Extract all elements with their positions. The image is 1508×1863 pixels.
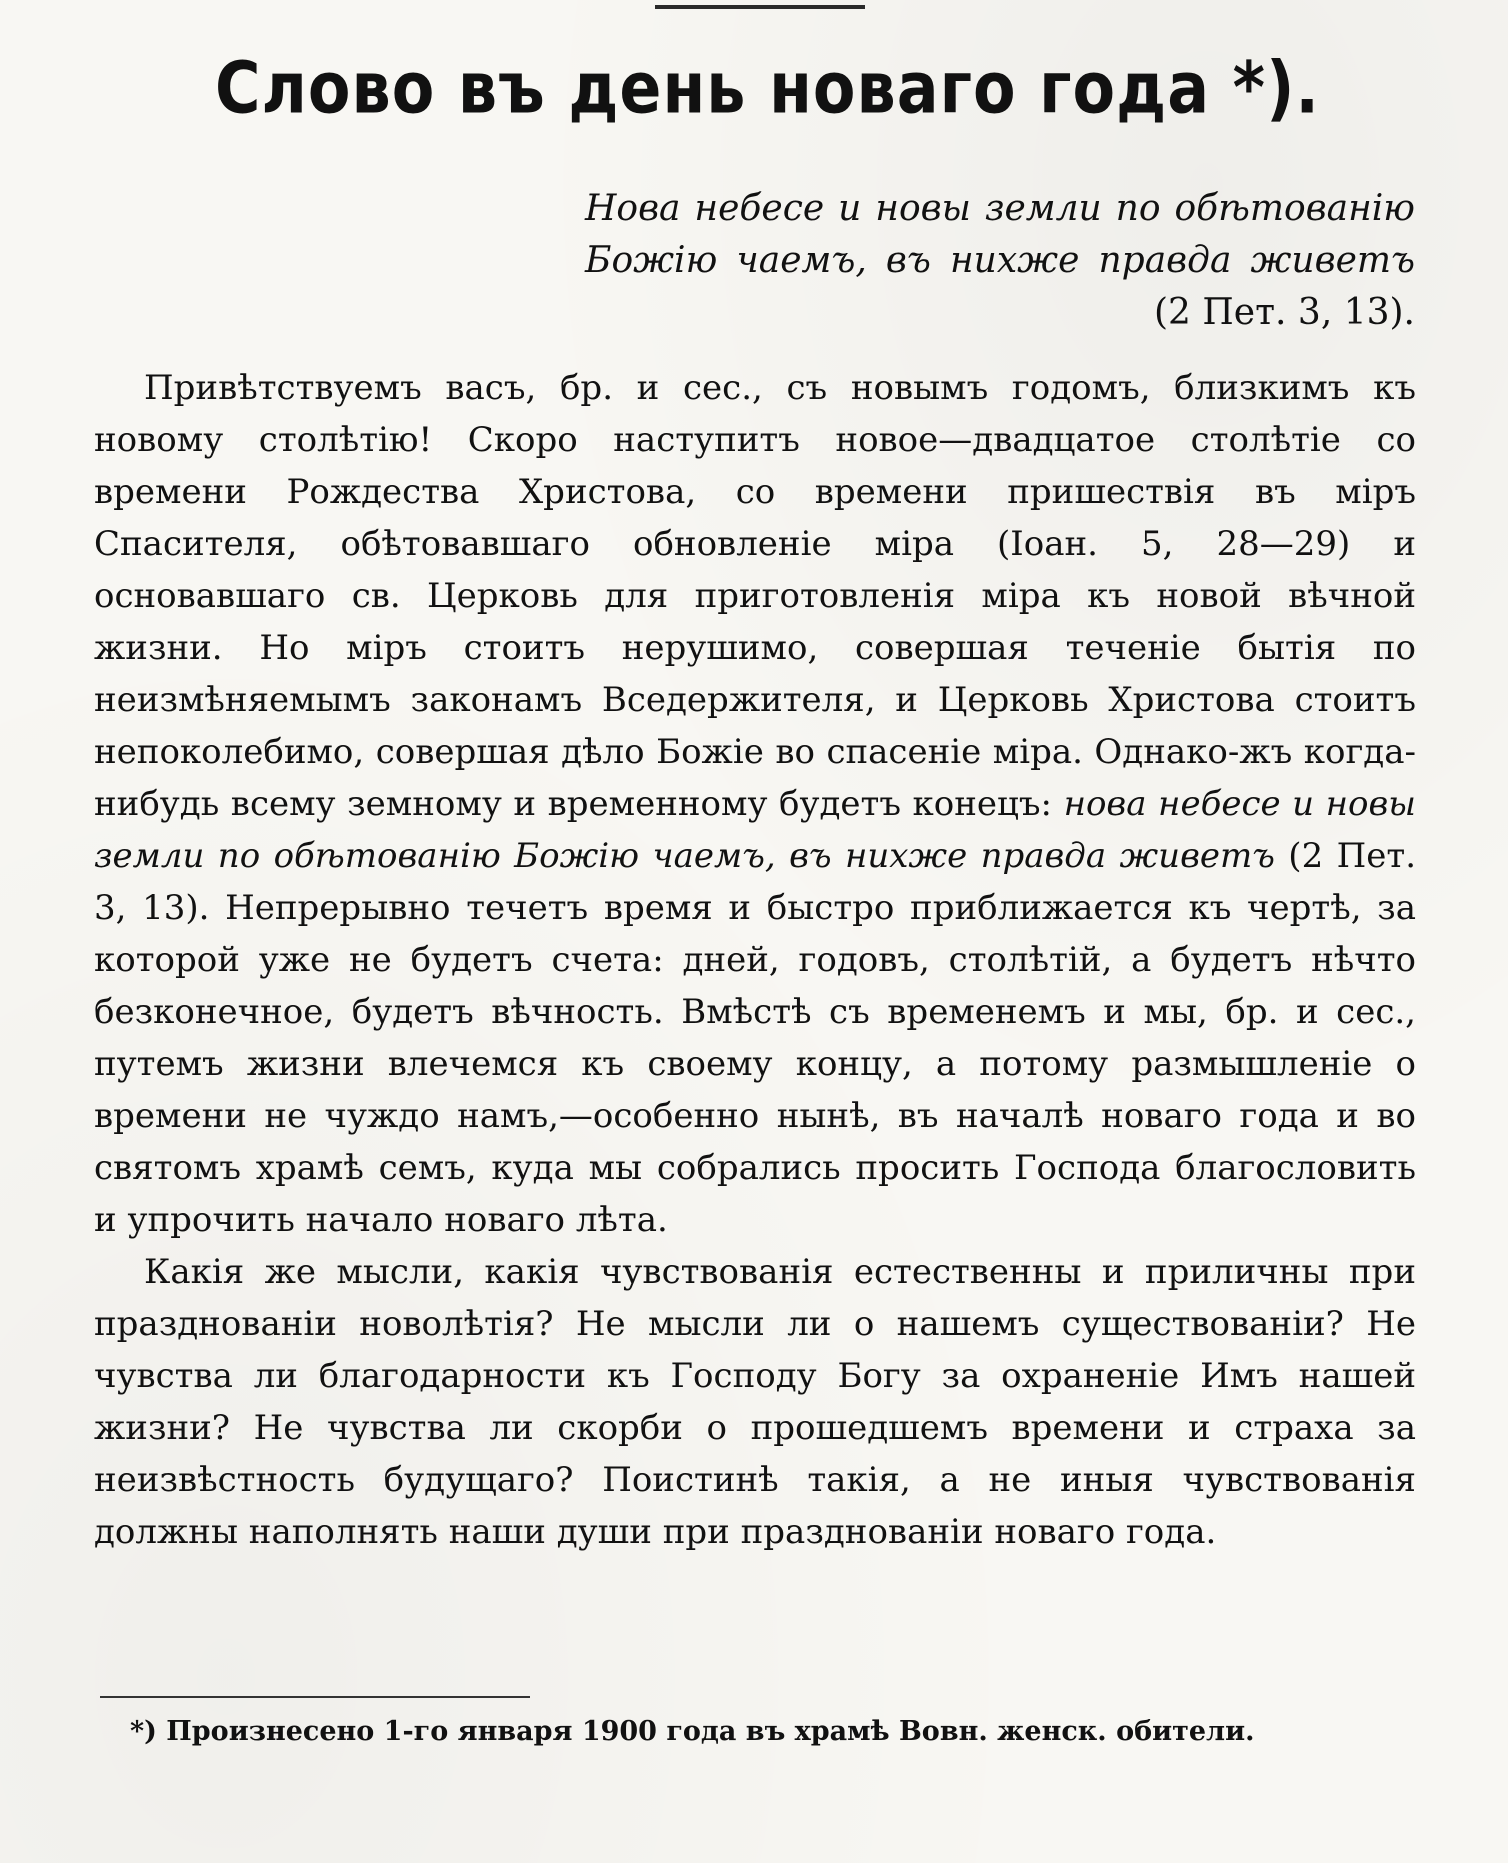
paragraph-1-part-1: Привѣтствуемъ васъ, бр. и сес., съ новымъ годомъ, близкимъ къ новому столѣтію! Скоро наступитъ новое—двадцатое столѣтіе со времени Рождества Христова, со времени пришествія въ міръ Спасителя, обѣтовавшаго обновленіе міра (Іоан. 5, 28—29) и основавшаго св. Церковь для приготовленія міра къ новой вѣчной жизни. Но міръ стоитъ нерушимо, совершая теченіе бытія по неизмѣняемымъ законамъ Вседержителя, и Церковь Христова стоитъ непоколебимо, совершая дѣло Божіе во спасеніе міра. Однако-жъ когда-нибудь всему земному и временному будетъ конецъ: xyxy=(94,368,1416,824)
top-rule xyxy=(655,5,865,9)
page-title xyxy=(215,46,1320,130)
footnote-divider xyxy=(100,1696,530,1698)
title-footnote-marker: *). xyxy=(1232,46,1320,130)
paragraph-1-part-2: (2 Пет. 3, 13). Непрерывно течетъ время и быстро приближается къ чертѣ, за которой уже не будетъ счета: дней, годовъ, столѣтій, а будетъ нѣчто безконечное, будетъ вѣчность. Вмѣстѣ съ временемъ и мы, бр. и сес., путемъ жизни влечемся къ своему концу, а потому размышленіе о времени не чуждо намъ,—особенно нынѣ, въ началѣ новаго года и во святомъ храмѣ семъ, куда мы собрались просить Господа благословить и упрочить начало новаго лѣта. xyxy=(94,836,1417,1240)
epigraph-reference: (2 Пет. 3, 13). xyxy=(1154,292,1415,333)
footnote-text: Произнесено 1-го января 1900 года въ храмѣ Вовн. женск. обители. xyxy=(156,1716,1255,1747)
paragraph-2: Какія же мысли, какія чувствованія естественны и приличны при празднованіи новолѣтія? Не мысли ли о нашемъ существованіи? Не чувства ли благодарности къ Господу Богу за охраненіе Имъ нашей жизни? Не чувства ли скорби о прошедшемъ времени и страха за неизвѣстность будущаго? Поистинѣ такія, а не иныя чувствованія должны наполнять наши души при празднованіи новаго года. xyxy=(94,1252,1416,1552)
epigraph-quote: Нова небесе и новы земли по обѣтованію Божію чаемъ, въ нихже правда живетъ xyxy=(585,188,1415,281)
epigraph xyxy=(585,183,1415,339)
footnote xyxy=(130,1712,1420,1752)
paragraph-1-quote: нова небесе и новы земли по обѣтованію Божію чаемъ, въ нихже правда живетъ xyxy=(94,784,1416,876)
title-text: Слово въ день новаго года xyxy=(215,46,1211,130)
paragraph-1 xyxy=(94,362,1416,1246)
footnote-marker: *) xyxy=(130,1716,157,1747)
sermon-body xyxy=(94,362,1416,1558)
